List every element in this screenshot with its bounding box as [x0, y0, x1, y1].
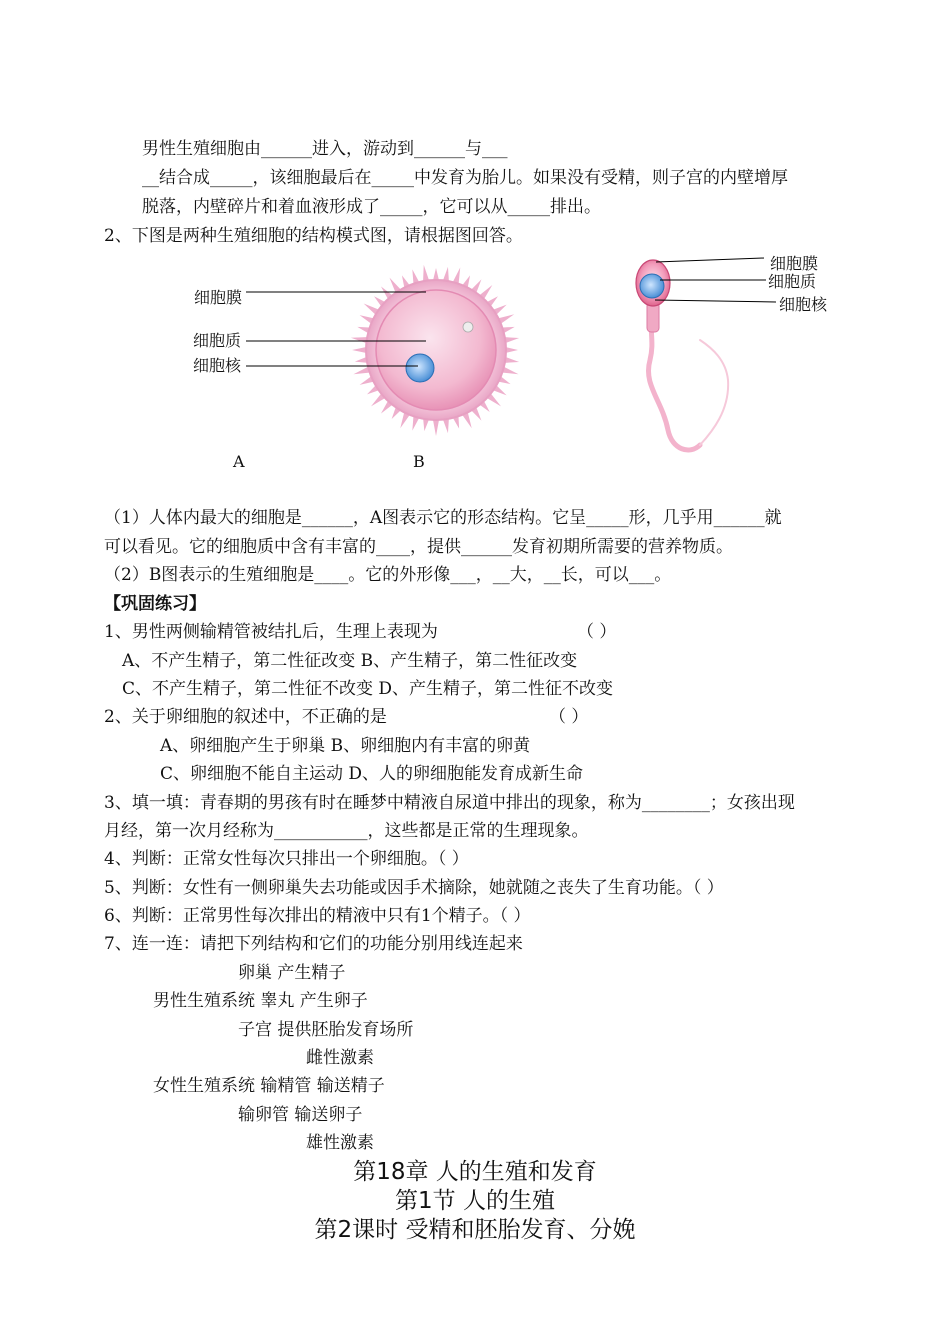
practice-heading: 【巩固练习】	[104, 594, 206, 614]
egg-label-nucleus: 细胞核	[193, 356, 242, 375]
practice-6: 6、判断：正常男性每次排出的精液中只有1个精子。（ ）	[104, 906, 531, 926]
practice-4: 4、判断：正常女性每次只排出一个卵细胞。（ ）	[104, 849, 469, 869]
figure-caption-a: A	[233, 452, 245, 471]
practice-3-line-1: 3、填一填：青春期的男孩有时在睡梦中精液自尿道中排出的现象，称为________；女孩出现	[104, 793, 795, 813]
matching-row-6: 输卵管 输送卵子	[238, 1105, 363, 1125]
practice-7-stem: 7、连一连：请把下列结构和它们的功能分别用线连起来	[104, 934, 523, 954]
section-title: 第1节 人的生殖	[395, 1188, 555, 1214]
sperm-label-membrane: 细胞膜	[770, 254, 819, 273]
practice-2-answer: （ ）	[549, 707, 589, 727]
practice-1-stem: 1、男性两侧输精管被结扎后，生理上表现为	[104, 622, 438, 642]
practice-2-options-ab: A、卵细胞产生于卵巢 B、卵细胞内有丰富的卵黄	[160, 736, 531, 756]
intro-line-3: 脱落，内壁碎片和着血液形成了_____，它可以从_____排出。	[142, 197, 601, 217]
chapter-title: 第18章 人的生殖和发育	[353, 1159, 597, 1185]
question-2-1-line-2: 可以看见。它的细胞质中含有丰富的____，提供______发育初期所需要的营养物质。	[104, 537, 733, 557]
lesson-title: 第2课时 受精和胚胎发育、分娩	[314, 1217, 636, 1243]
sperm-cell-figure	[0, 0, 950, 500]
nucleus-pointer-b	[655, 300, 776, 302]
practice-2-stem: 2、关于卵细胞的叙述中，不正确的是	[104, 707, 387, 727]
practice-1-options-cd: C、不产生精子，第二性征不改变 D、产生精子，第二性征不改变	[122, 679, 614, 699]
matching-row-7: 雄性激素	[306, 1133, 374, 1153]
practice-1-answer: （ ）	[577, 622, 617, 642]
intro-line-1: 男性生殖细胞由______进入，游动到______与___	[142, 139, 508, 159]
intro-line-2: __结合成_____，该细胞最后在_____中发育为胎儿。如果没有受精，则子宫的内壁增厚	[142, 168, 788, 188]
matching-row-3: 子宫 提供胚胎发育场所	[238, 1020, 414, 1040]
sperm-label-cytoplasm: 细胞质	[768, 272, 817, 291]
sperm-label-nucleus: 细胞核	[779, 295, 828, 314]
membrane-pointer-b	[656, 258, 764, 262]
practice-5: 5、判断：女性有一侧卵巢失去功能或因手术摘除，她就随之丧失了生育功能。（ ）	[104, 878, 724, 898]
practice-1-options-ab: A、不产生精子，第二性征改变 B、产生精子，第二性征改变	[122, 651, 578, 671]
question-2-1-line-1: （1）人体内最大的细胞是______，A图表示它的形态结构。它呈_____形，几乎用______就	[104, 508, 782, 528]
matching-row-1: 卵巢 产生精子	[238, 963, 346, 983]
question-2-2: （2）B图表示的生殖细胞是____。它的外形像___，__大，__长，可以___。	[104, 565, 672, 585]
matching-row-4: 雌性激素	[306, 1048, 374, 1068]
figure-caption-b: B	[413, 452, 425, 471]
question-2-intro: 2、下图是两种生殖细胞的结构模式图，请根据图回答。	[104, 226, 523, 246]
egg-label-membrane: 细胞膜	[194, 288, 243, 307]
matching-row-2: 男性生殖系统 睾丸 产生卵子	[153, 991, 368, 1011]
matching-row-5: 女性生殖系统 输精管 输送精子	[153, 1076, 385, 1096]
sperm-nucleus	[640, 274, 664, 298]
practice-3-line-2: 月经，第一次月经称为___________，这些都是正常的生理现象。	[104, 821, 589, 841]
egg-label-cytoplasm: 细胞质	[193, 331, 242, 350]
sperm-tail-end	[700, 340, 728, 445]
practice-2-options-cd: C、卵细胞不能自主运动 D、人的卵细胞能发育成新生命	[160, 764, 584, 784]
